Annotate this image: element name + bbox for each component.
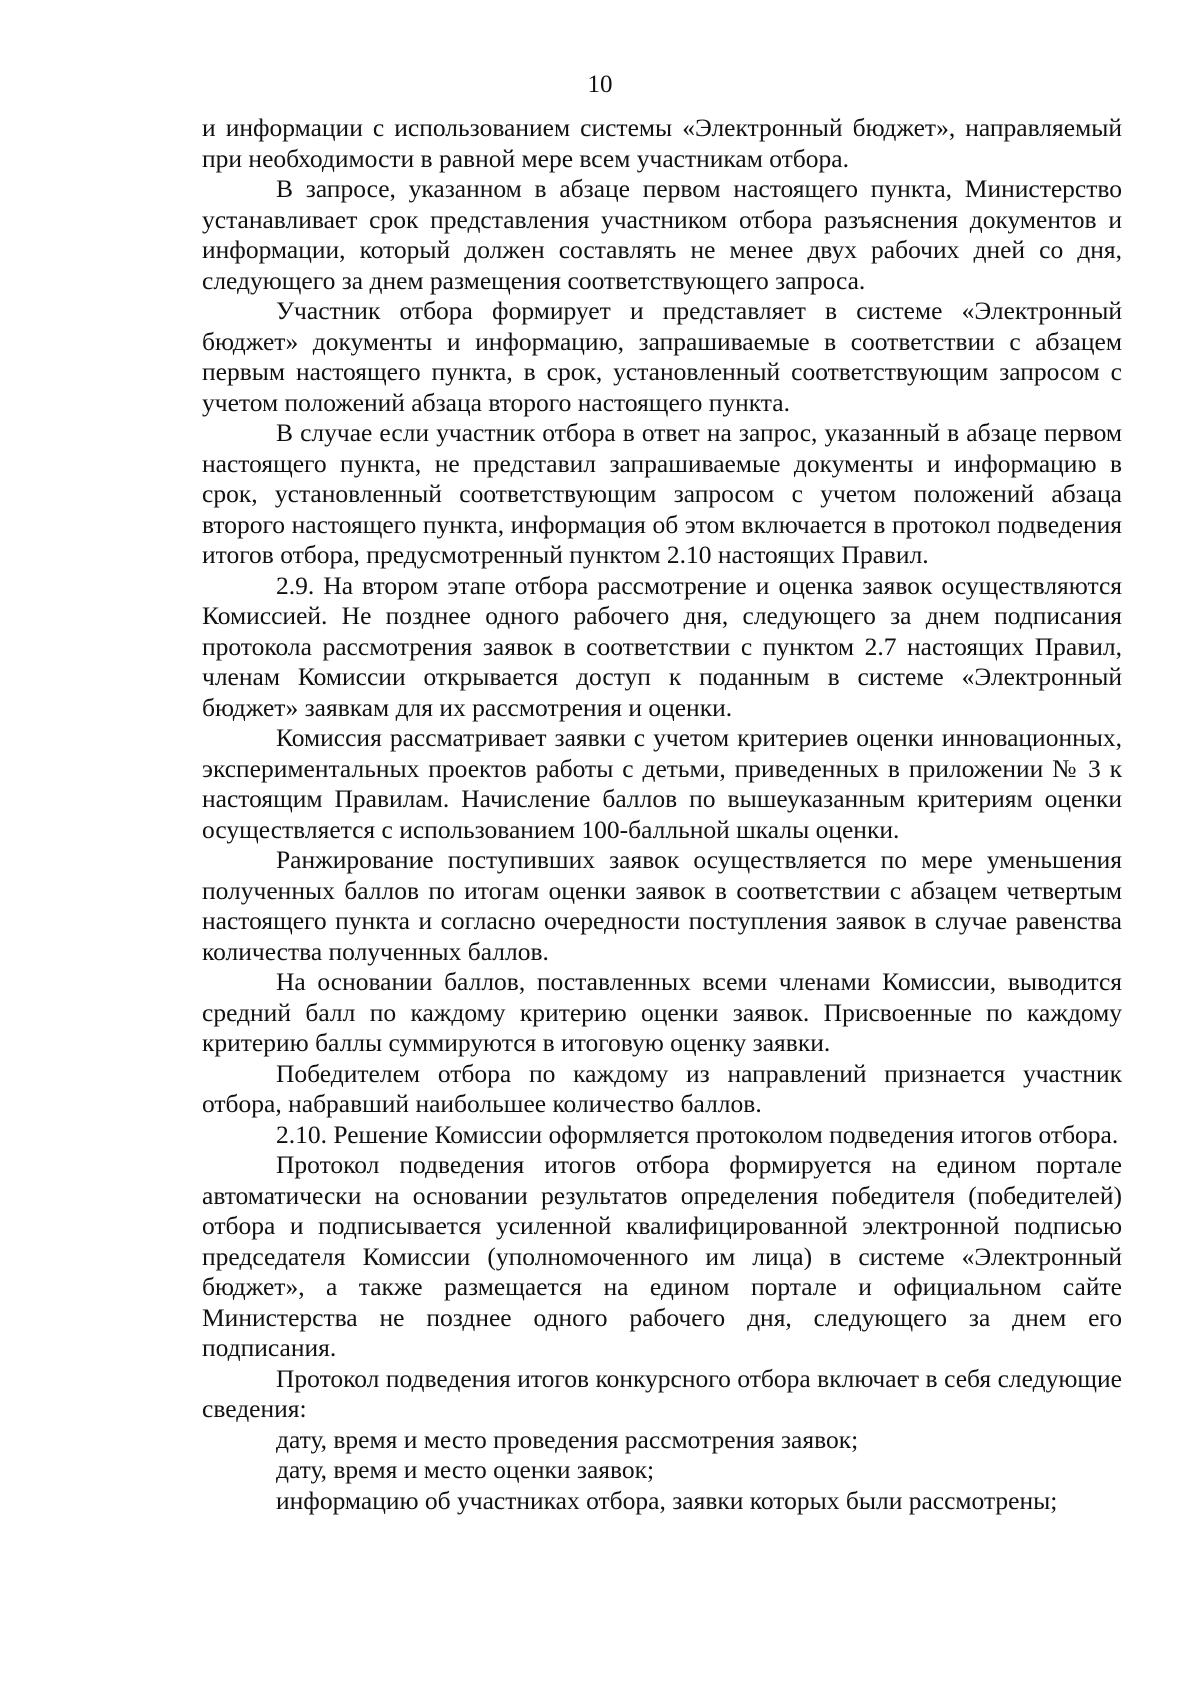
document-body — [202, 113, 1122, 1516]
paragraph-failure-to-submit: В случае если участник отбора в ответ на запрос, указанный в абзаце первом настоящего пункта, не представил запрашиваемые документы и информацию в срок, установленный соответствующим запросом с учетом положений абзаца второго настоящего пункта, информация об этом включается в протокол подведения итогов отбора, предусмотренный пунктом 2.10 настоящих Правил. — [202, 418, 1122, 569]
paragraph-protocol-formation: Протокол подведения итогов отбора формируется на едином портале автоматически на основании результатов определения победителя (победителей) отбора и подписывается усиленной квалифицированной электронной подписью председателя Комиссии (уполномоченного им лица) в системе «Электронный бюджет», а также размещается на едином портале и официальном сайте Министерства не позднее одного рабочего дня, следующего за днем его подписания. — [202, 1150, 1122, 1362]
page-number: 10 — [587, 71, 613, 98]
paragraph-section-2-10: 2.10. Решение Комиссии оформляется протоколом подведения итогов отбора. — [276, 1119, 1119, 1149]
list-item-evaluation-date: дату, время и место оценки заявок; — [276, 1455, 655, 1484]
paragraph-average-score: На основании баллов, поставленных всеми членами Комиссии, выводится средний балл по каждому критерию оценки заявок. Присвоенные по каждому критерию баллы суммируются в итоговую оценку заявки. — [202, 967, 1122, 1057]
paragraph-section-2-9: 2.9. На втором этапе отбора рассмотрение и оценка заявок осуществляются Комиссией. Не позднее одного рабочего дня, следующего за днем подписания протокола рассмотрения заявок в соответствии с пунктом 2.7 настоящих Правил, членам Комиссии открывается доступ к поданным в системе «Электронный бюджет» заявкам для их рассмотрения и оценки. — [202, 570, 1122, 722]
paragraph-participant-submission: Участник отбора формирует и представляет в системе «Электронный бюджет» документы и информацию, запрашиваемые в соответствии с абзацем первым настоящего пункта, в срок, установленный соответствующим запросом с учетом положений абзаца второго настоящего пункта. — [202, 296, 1122, 417]
paragraph-ranking: Ранжирование поступивших заявок осуществляется по мере уменьшения полученных баллов по итогам оценки заявок в соответствии с абзацем четвертым настоящего пункта и согласно очередности поступления заявок в случае равенства количества полученных баллов. — [202, 845, 1122, 966]
paragraph-evaluation-criteria: Комиссия рассматривает заявки с учетом критериев оценки инновационных, экспериментальных проектов работы с детьми, приведенных в приложении № 3 к настоящим Правилам. Начисление баллов по вышеуказанным критериям оценки осуществляется с использованием 100-балльной шкалы оценки. — [202, 723, 1122, 844]
paragraph-continuation: и информации с использованием системы «Электронный бюджет», направляемый при необходимости в равной мере всем участникам отбора. — [202, 113, 1122, 173]
list-item-participants-info: информацию об участниках отбора, заявки которых были рассмотрены; — [276, 1485, 1058, 1515]
paragraph-winner: Победителем отбора по каждому из направлений признается участник отбора, набравший наибольшее количество баллов. — [202, 1058, 1122, 1118]
paragraph-protocol-contents: Протокол подведения итогов конкурсного отбора включает в себя следующие сведения: — [202, 1363, 1122, 1423]
paragraph-request-deadline: В запросе, указанном в абзаце первом настоящего пункта, Министерство устанавливает срок представления участником отбора разъяснения документов и информации, который должен составлять не менее двух рабочих дней со дня, следующего за днем размещения соответствующего запроса. — [202, 174, 1122, 295]
list-item-review-date: дату, время и место проведения рассмотрения заявок; — [276, 1424, 859, 1454]
